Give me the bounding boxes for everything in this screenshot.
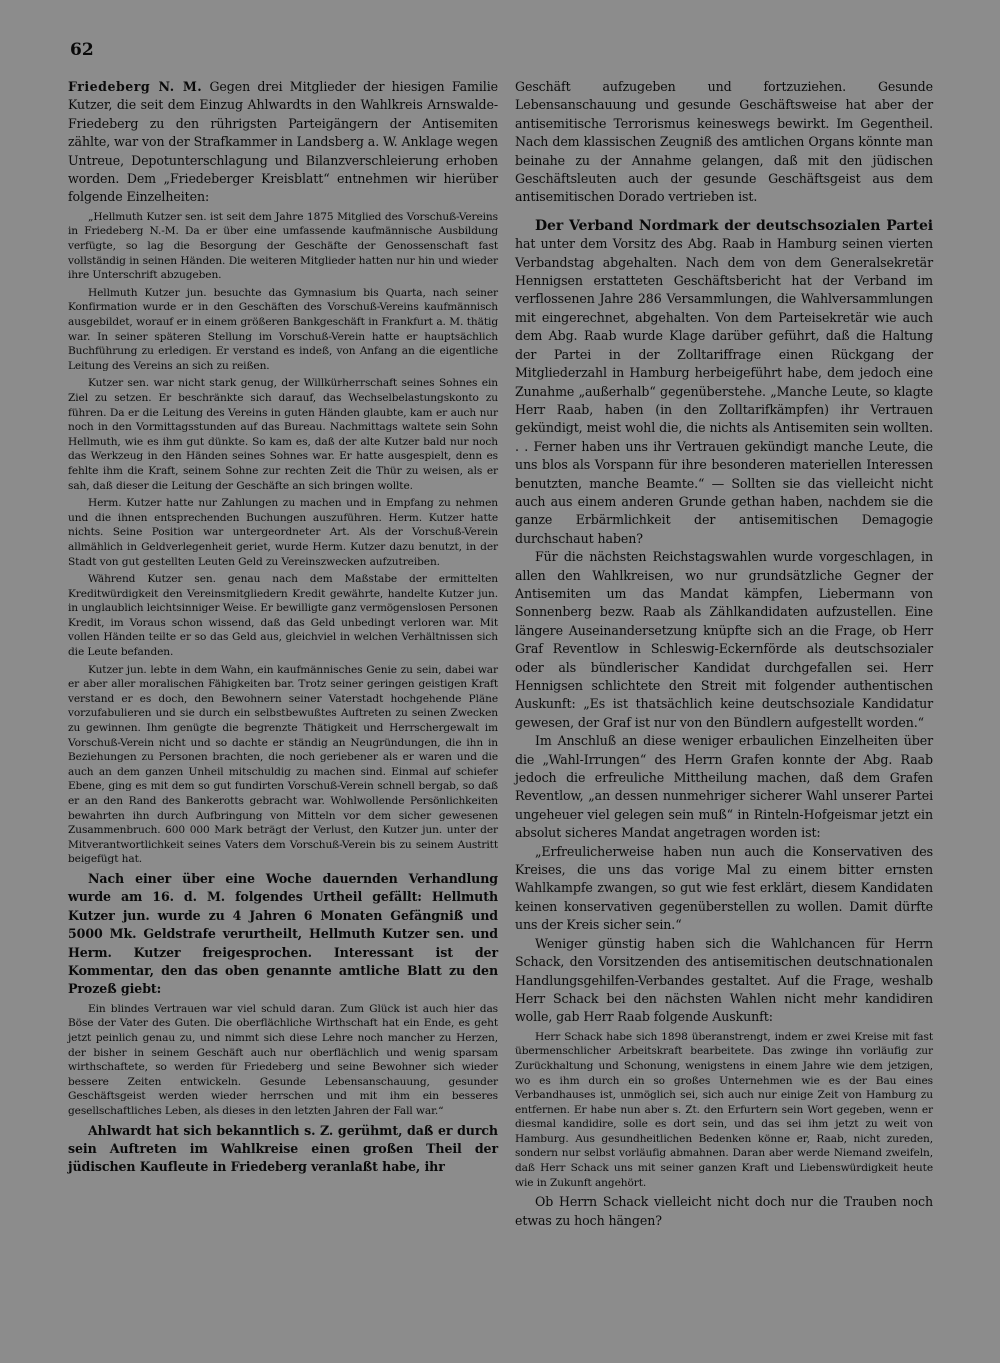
paragraph-text: Für die nächsten Reichstagswahlen wurde vorgeschlagen, in allen den Wahlkreisen, wo nur grundsätzliche Gegner der Antisemiten um das Mandat kämpfen, Liebermann von Sonnenberg bezw. Raab als Zählkandidaten aufzustellen. Eine längere Auseinandersetzung knüpfte sich an die Frage, ob Herr Graf Reventlow in Schleswig-Eckernförde als deutschsozialer oder als bündlerischer Kandidat durchgefallen sei. Herr Hennigsen schlichtete den Streit mit folgender authentischen Auskunft: „Es ist thatsächlich keine deutschsoziale Kandidatur gewesen, der Graf ist nur von den Bündlern aufgestellt worden.“ bbox=[515, 549, 933, 730]
quote-paragraph: Ein blindes Vertrauen war viel schuld daran. Zum Glück ist auch hier das Böse der Vater des Guten. Die oberflächliche Wirthschaft hat ein Ende, es geht jetzt peinlich genau zu, und nimmt sich diese Lehre noch mancher zu Herzen, der bisher in seinem Geschäft auch nur oberflächlich und wenig sparsam wirthschaftete, so werden für Friedeberg und seine Bewohner sich wieder bessere Zeiten entwickeln. Gesunde Lebensanschauung, gesunder Geschäftsgeist werden wieder herrschen und mit ihm ein besseres gesellschaftliches Leben, als dieses in den letzten Jahren der Fall war.“ bbox=[68, 1002, 498, 1117]
paragraph-text: Weniger günstig haben sich die Wahlchancen für Herrn Schack, den Vorsitzenden des antisemitischen deutschnationalen Handlungsgehilfen-Verbandes gestaltet. Auf die Frage, weshalb Herr Schack bei den nächsten Wahlen nicht mehr kandidiren wolle, gab Herr Raab folgende Auskunft: bbox=[515, 935, 933, 1025]
article-friedeberg-intro bbox=[68, 78, 498, 207]
quote-paragraph: Kutzer sen. war nicht stark genug, der Willkürherrschaft seines Sohnes ein Ziel zu setzen. Er beschränkte sich darauf, das Wechselbelastungskonto zu führen. Da er die Leitung des Vereins in guten Händen glaubte, kam er auch nur noch in den Vormittagsstunden auf das Bureau. Nachmittags waltete sein Sohn Hellmuth, wie es ihm gut dünkte. So kam es, daß der alte Kutzer bald nur noch das Werkzeug in den Händen seines Sohnes war. Er hatte ausgespielt, denn es fehlte ihm die Kraft, seinem Sohne zur rechten Zeit die Thür zu weisen, als er sah, daß dieser die Leitung der Geschäfte an sich bringen wollte. bbox=[68, 377, 498, 492]
paragraph-text: „Erfreulicherweise haben nun auch die Konservativen des Kreises, die uns das vorige Mal zu einem bitter ernsten Wahlkampfe zwangen, so gut wie fest erklärt, diesem Kandidaten keinen konservativen gegenüberstellen zu wollen. Damit dürfte uns der Kreis sicher sein.“ bbox=[515, 843, 933, 933]
verdict-paragraph: Nach einer über eine Woche dauernden Verhandlung wurde am 16. d. M. folgendes Urtheil gefällt: Hellmuth Kutzer jun. wurde zu 4 Jahren 6 Monaten Gefängniß und 5000 Mk. Geldstrafe verurtheilt, Hellmuth Kutzer sen. und Herm. Kutzer freigesprochen. Interessant ist der Kommentar, den das oben genannte amtliche Blatt zu den Prozeß giebt: bbox=[68, 870, 498, 997]
paragraph-text: Gegen drei Mitglieder der hiesigen Familie Kutzer, die seit dem Einzug Ahlwardts in den Wahlkreis Arnswalde-Friedeberg zu den rührigsten Parteigängern der Antisemiten zählte, war von der Strafkammer in Landsberg a. W. Anklage wegen Untreue, Depotunterschlagung und Bilanzverschleierung erhoben worden. Dem „Friedeberger Kreisblatt“ entnehmen wir hierüber folgende Einzelheiten: bbox=[68, 79, 499, 205]
quote-paragraph: „Hellmuth Kutzer sen. ist seit dem Jahre 1875 Mitglied des Vorschuß-Vereins in Friedeberg N.-M. Da er über eine umfassende kaufmännische Ausbildung verfügte, so lag die Besorgung der Geschäfte der Genossenschaft fast vollständig in seinen Händen. Die weiteren Mitglieder hatten nur hin und wieder ihre Unterschrift abzugeben. bbox=[68, 210, 498, 282]
article-nordmark-intro bbox=[515, 217, 933, 548]
paragraph-text: Geschäft aufzugeben und fortzuziehen. Gesunde Lebensanschauung und gesunde Geschäftsweise hat aber der antisemitische Terrorismus keineswegs bewirkt. Im Gegentheil. Nach dem klassischen Zeugniß des amtlichen Organs könnte man beinahe zu der Annahme gelangen, daß mit den jüdischen Geschäftsleuten auch der gesunde Geschäftsgeist aus dem antisemitischen Dorado vertrieben ist. bbox=[515, 79, 933, 205]
quote-paragraph: Während Kutzer sen. genau nach dem Maßstabe der ermittelten Kreditwürdigkeit den Vereinsmitgliedern Kredit gewährte, handelte Kutzer jun. in unglaublich leichtsinniger Weise. Er bewilligte ganz vermögenslosen Personen Kredit, im Voraus schon wissend, daß das Geld unbedingt verloren war. Mit vollen Händen teilte er so das Geld aus, gleichviel in welchen Verhältnissen sich die Leute befanden. bbox=[68, 573, 498, 659]
article-heading-nordmark: Der Verband Nordmark der deutschsozialen Partei bbox=[535, 217, 933, 234]
article-heading-friedeberg: Friedeberg N. M. bbox=[68, 79, 203, 94]
paragraph-text: hat unter dem Vorsitz des Abg. Raab in Hamburg seinen vierten Verbandstag abgehalten. Nach dem von dem Generalsekretär Hennigsen erstatteten Geschäftsbericht hat der Verband im verflossenen Jahre 286 Versammlungen, die Wahlversammlungen mit eingerechnet, abgehalten. Von dem Parteisekretär wie auch dem Abg. Raab wurde Klage darüber geführt, daß die Haltung der Partei in der Zolltariffrage einen Rückgang der Mitgliederzahl in Hamburg herbeigeführt habe, dem jedoch eine Zunahme „außerhalb“ gegenüberstehe. „Manche Leute, so klagte Herr Raab, haben (in den Zolltarifkämpfen) ihr Vertrauen gekündigt, meist wohl die, die nichts als Antisemiten sein wollten. . . Ferner haben uns ihr Vertrauen gekündigt manche Leute, die uns blos als Vorspann für ihre besonderen materiellen Interessen benutzten, manche Beamte.“ — Sollten sie das vielleicht nicht auch aus einem anderen Grunde gethan haben, nachdem sie die ganze Erbärmlichkeit der antisemitischen Demagogie durchschaut haben? bbox=[515, 236, 933, 546]
right-column bbox=[515, 78, 933, 1230]
left-column bbox=[68, 78, 498, 1177]
paragraph-text: Im Anschluß an diese weniger erbaulichen Einzelheiten über die „Wahl-Irrungen“ des Herrn Grafen konnte der Abg. Raab jedoch die erfreuliche Mittheilung machen, daß dem Grafen Reventlow, „an dessen nunmehriger sicherer Wahl unserer Partei ungeheuer viel gelegen sein muß“ in Rinteln-Hofgeismar jetzt ein absolut sicheres Mandat angetragen worden ist: bbox=[515, 733, 933, 841]
paragraph-text: Ob Herrn Schack vielleicht nicht doch nur die Trauben noch etwas zu hoch hängen? bbox=[515, 1194, 933, 1228]
quote-paragraph: Herr Schack habe sich 1898 überanstrengt, indem er zwei Kreise mit fast übermenschlicher Arbeitskraft bearbeitete. Das zwinge ihn vorläufig zur Zurückhaltung und Schonung, wenigstens in einem Jahre wie dem jetzigen, wo es ihm durch ein so großes Unternehmen wie es der Bau eines Verbandhauses ist, unmöglich sei, sich auch nur einige Zeit von Hamburg zu entfernen. Er habe nun aber s. Zt. den Erfurtern sein Wort gegeben, wenn er diesmal kandidire, solle es dort sein, und das sei ihm jetzt zu weit von Hamburg. Aus gesundheitlichen Bedenken könne er, Raab, nicht zureden, sondern nur selbst vorläufig abmahnen. Daran aber werde Niemand zweifeln, daß Herr Schack uns mit seiner ganzen Kraft und Liebenswürdigkeit heute wie in Zukunft angehört. bbox=[515, 1030, 933, 1189]
quote-paragraph: Kutzer jun. lebte in dem Wahn, ein kaufmännisches Genie zu sein, dabei war er aber aller moralischen Fähigkeiten bar. Trotz seiner geringen geistigen Kraft verstand er es doch, den Bewohnern seiner Vaterstadt hochgehende Pläne vorzufabulieren und sie durch ein selbstbewußtes Auftreten zu seinen Zwecken zu gewinnen. Ihm genügte die begrenzte Thätigkeit und Herrschergewalt im Vorschuß-Verein nicht und so dachte er ständig an Neugründungen, die ihn in Beziehungen zu Personen brachten, die noch geriebener als er waren und die auch an dem ganzen Unheil mitschuldig zu machen sind. Einmal auf schiefer Ebene, ging es mit dem so gut fundirten Vorschuß-Verein schnell bergab, so daß er an den Rand des Bankerotts gebracht war. Wohlwollende Persönlichkeiten bewahrten ihn durch Aufbringung von Mitteln vor dem sicher gewesenen Zusammenbruch. 600 000 Mark beträgt der Verlust, den Kutzer jun. unter der Mitverantwortlichkeit seines Vaters dem Vorschuß-Verein bis zu seinem Austritt beigefügt hat. bbox=[68, 663, 498, 866]
paragraph-text: Ahlwardt hat sich bekanntlich s. Z. gerühmt, daß er durch sein Auftreten im Wahlkreise einen großen Theil der jüdischen Kaufleute in Friedeberg veranlaßt habe, ihr bbox=[68, 1122, 498, 1175]
section-gap bbox=[515, 207, 933, 217]
quote-paragraph: Hellmuth Kutzer jun. besuchte das Gymnasium bis Quarta, nach seiner Konfirmation wurde er in den Geschäften des Vorschuß-Vereins kaufmännisch ausgebildet, worauf er in einem größeren Bankgeschäft in Frankfurt a. M. thätig war. In seiner späteren Stellung im Vorschuß-Verein hatte er hauptsächlich Buchführung zu erledigen. Er verstand es indeß, von Anfang an die eigentliche Leitung des Vereins an sich zu reißen. bbox=[68, 286, 498, 372]
page-number: 62 bbox=[70, 40, 94, 60]
quote-paragraph: Herm. Kutzer hatte nur Zahlungen zu machen und in Empfang zu nehmen und die ihnen entsprechenden Buchungen auszuführen. Herm. Kutzer hatte nichts. Seine Position war untergeordneter Art. Als der Vorschuß-Verein allmählich in Geldverlegenheit geriet, wurde Herm. Kutzer dazu benutzt, in der Stadt von gut gestellten Leuten Geld zu Vereinszwecken aufzutreiben. bbox=[68, 497, 498, 568]
